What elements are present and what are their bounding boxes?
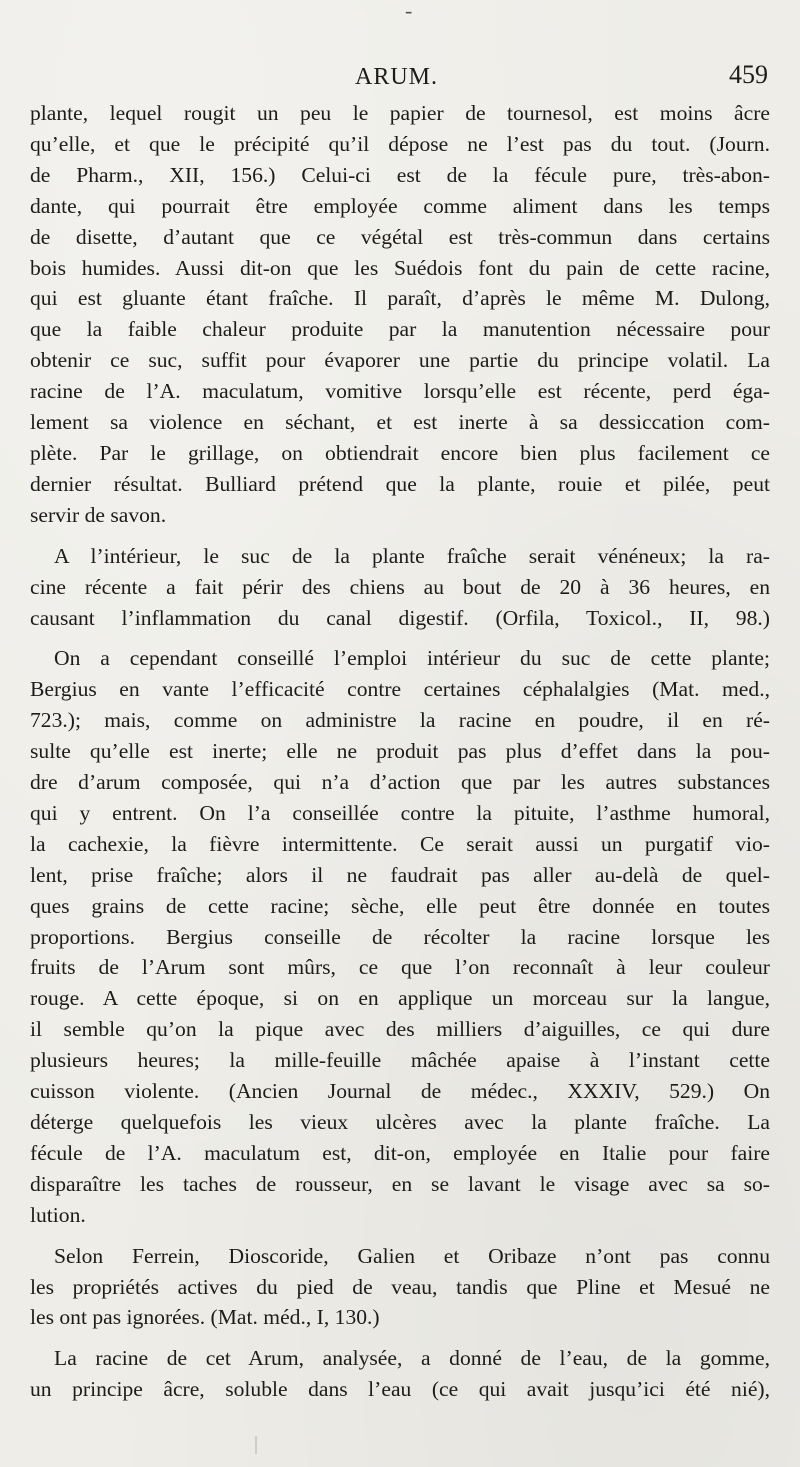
text-line: cuisson violente. (Ancien Journal de médec., XXXIV, 529.) On (30, 1079, 770, 1104)
text-line: sulte qu’elle est inerte; elle ne produit pas plus d’effet dans la pou- (30, 739, 770, 764)
text-line: obtenir ce suc, suffit pour évaporer une partie du principe volatil. La (30, 348, 770, 373)
text-line: de Pharm., XII, 156.) Celui-ci est de la fécule pure, très-abon- (30, 162, 770, 187)
text-line: proportions. Bergius conseille de récolter la racine lorsque les (30, 924, 770, 949)
text-line: bois humides. Aussi dit-on que les Suédois font du pain de cette racine, (30, 255, 770, 280)
top-margin-mark: - (405, 0, 413, 23)
text-line: lement sa violence en séchant, et est inerte à sa dessiccation com- (30, 410, 770, 435)
text-line: dernier résultat. Bulliard prétend que la plante, rouie et pilée, peut (30, 471, 770, 496)
body-text (30, 98, 770, 1405)
text-line: servir de savon. (30, 502, 167, 527)
text-line: cine récente a fait périr des chiens au bout de 20 à 36 heures, en (30, 574, 770, 599)
page-number: 459 (729, 60, 768, 89)
text-line: fécule de l’A. maculatum est, dit-on, employée en Italie pour faire (30, 1140, 770, 1165)
text-line: il semble qu’on la pique avec des milliers d’aiguilles, ce qui dure (30, 1017, 770, 1042)
text-line: disparaître les taches de rousseur, en se lavant le visage avec sa so- (30, 1171, 770, 1196)
text-line: qui y entrent. On l’a conseillée contre la pituite, l’asthme humoral, (30, 800, 770, 825)
text-line: que la faible chaleur produite par la manutention nécessaire pour (30, 317, 770, 342)
text-line: lution. (30, 1202, 86, 1227)
text-line: La racine de cet Arum, analysée, a donné de l’eau, de la gomme, (54, 1346, 770, 1371)
text-line: 723.); mais, comme on administre la racine en poudre, il en ré- (30, 708, 770, 733)
text-line: qu’elle, et que le précipité qu’il dépose ne l’est pas du tout. (Journ. (30, 131, 770, 156)
text-line: qui est gluante étant fraîche. Il paraît, d’après le même M. Dulong, (30, 286, 770, 311)
text-line: Bergius en vante l’efficacité contre certaines céphalalgies (Mat. med., (30, 677, 770, 702)
text-line: Selon Ferrein, Dioscoride, Galien et Oribaze n’ont pas connu (54, 1243, 770, 1268)
text-line: On a cependant conseillé l’emploi intérieur du suc de cette plante; (54, 646, 770, 671)
paragraph-4 (30, 1241, 770, 1334)
text-line: plète. Par le grillage, on obtiendrait encore bien plus facilement ce (30, 440, 770, 465)
text-line: dante, qui pourrait être employée comme aliment dans les temps (30, 193, 770, 218)
paragraph-3 (30, 643, 770, 1230)
text-line: déterge quelquefois les vieux ulcères avec la plante fraîche. La (30, 1110, 770, 1134)
text-line: rouge. A cette époque, si on en applique un morceau sur la langue, (30, 986, 770, 1011)
text-line: fruits de l’Arum sont mûrs, ce que l’on reconnaît à leur couleur (30, 955, 770, 980)
paragraph-2 (30, 541, 770, 634)
text-line: lent, prise fraîche; alors il ne faudrait pas aller au-delà de quel- (30, 862, 770, 887)
text-line: racine de l’A. maculatum, vomitive lorsqu’elle est récente, perd éga- (30, 379, 770, 404)
bottom-margin-mark (255, 1436, 257, 1454)
paragraph-5 (30, 1343, 770, 1405)
running-head: ARUM. (355, 64, 439, 90)
text-line: ques grains de cette racine; sèche, elle peut être donnée en toutes (30, 893, 770, 918)
text-line: de disette, d’autant que ce végétal est très-commun dans certains (30, 224, 770, 249)
text-line: la cachexie, la fièvre intermittente. Ce serait aussi un purgatif vio- (30, 831, 770, 856)
paragraph-1 (30, 98, 770, 531)
text-line: causant l’inflammation du canal digestif. (Orfila, Toxicol., II, 98.) (30, 605, 770, 630)
text-line: un principe âcre, soluble dans l’eau (ce qui avait jusqu’ici été nié), (30, 1377, 770, 1402)
text-line: les propriétés actives du pied de veau, tandis que Pline et Mesué ne (30, 1274, 770, 1299)
text-line: les ont pas ignorées. (Mat. méd., I, 130.) (30, 1305, 380, 1330)
text-line: dre d’arum composée, qui n’a d’action que par les autres substances (30, 770, 770, 795)
page-header (0, 58, 800, 94)
text-line: plante, lequel rougit un peu le papier de tournesol, est moins âcre (30, 101, 770, 125)
text-line: plusieurs heures; la mille-feuille mâchée apaise à l’instant cette (30, 1048, 770, 1073)
text-line: A l’intérieur, le suc de la plante fraîche serait vénéneux; la ra- (54, 543, 770, 568)
